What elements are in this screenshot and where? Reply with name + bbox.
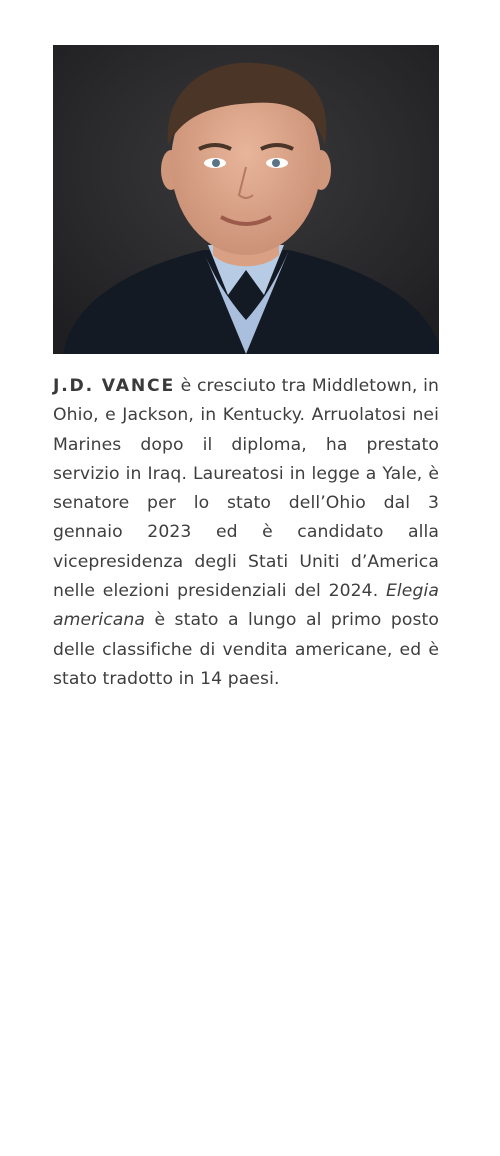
author-photo [53, 45, 439, 354]
author-name: J.D. VANCE [53, 376, 175, 396]
author-portrait-icon [53, 45, 439, 354]
book-title: Elegia americana [53, 581, 439, 631]
bio-text-part-1: è cresciuto tra Middletown, in Ohio, e Jackson, in Kentucky. Arruolatosi nei Marines dopo il diploma, ha prestato servizio in Iraq. Laureatosi in legge a Yale, è senatore per lo stato dell’Ohio dal 3 gennaio 2023 ed è candidato alla vicepresidenza degli Stati Uniti d’America nelle elezioni presidenziali del 2024. [53, 376, 439, 602]
author-bio [53, 372, 439, 694]
bio-text-part-2: è stato a lungo al primo posto delle classifiche di vendita americane, ed è stato tradotto in 14 paesi. [53, 610, 439, 689]
